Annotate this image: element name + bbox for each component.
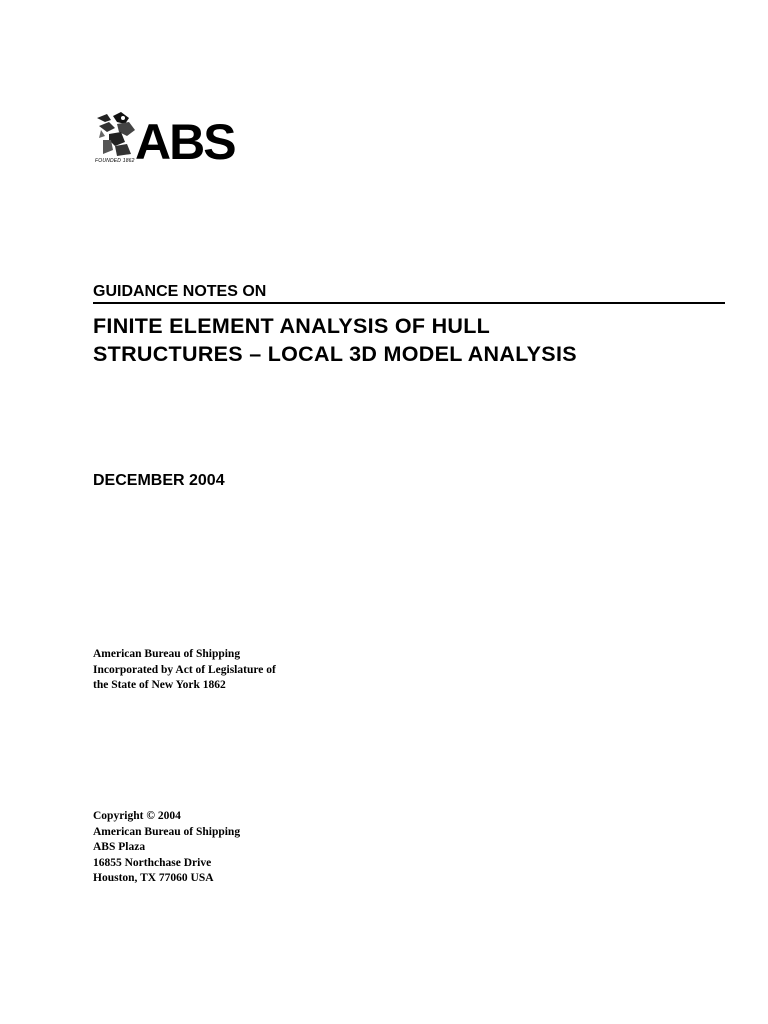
publisher-block — [93, 647, 276, 694]
publication-date: DECEMBER 2004 — [93, 472, 225, 489]
document-subtitle: GUIDANCE NOTES ON — [93, 283, 267, 300]
title-line-2: STRUCTURES – LOCAL 3D MODEL ANALYSIS — [93, 342, 577, 366]
copyright-line-3: ABS Plaza — [93, 841, 146, 853]
logo-founded-text: FOUNDED 1862 — [95, 158, 135, 164]
copyright-line-5: Houston, TX 77060 USA — [93, 872, 214, 884]
copyright-line-4: 16855 Northchase Drive — [93, 856, 212, 869]
abs-logo — [95, 110, 255, 170]
copyright-block — [93, 809, 240, 887]
copyright-line-2: American Bureau of Shipping — [93, 825, 241, 838]
copyright-line-1: Copyright © 2004 — [93, 810, 181, 822]
eagle-emblem-icon — [95, 110, 137, 158]
title-divider — [93, 302, 725, 304]
logo-wordmark: ABS — [135, 114, 235, 170]
title-line-1: FINITE ELEMENT ANALYSIS OF HULL — [93, 314, 491, 338]
document-title — [93, 312, 725, 368]
publisher-line-2: Incorporated by Act of Legislature of — [93, 663, 276, 676]
publisher-line-3: the State of New York 1862 — [93, 679, 226, 691]
publisher-line-1: American Bureau of Shipping — [93, 648, 241, 660]
